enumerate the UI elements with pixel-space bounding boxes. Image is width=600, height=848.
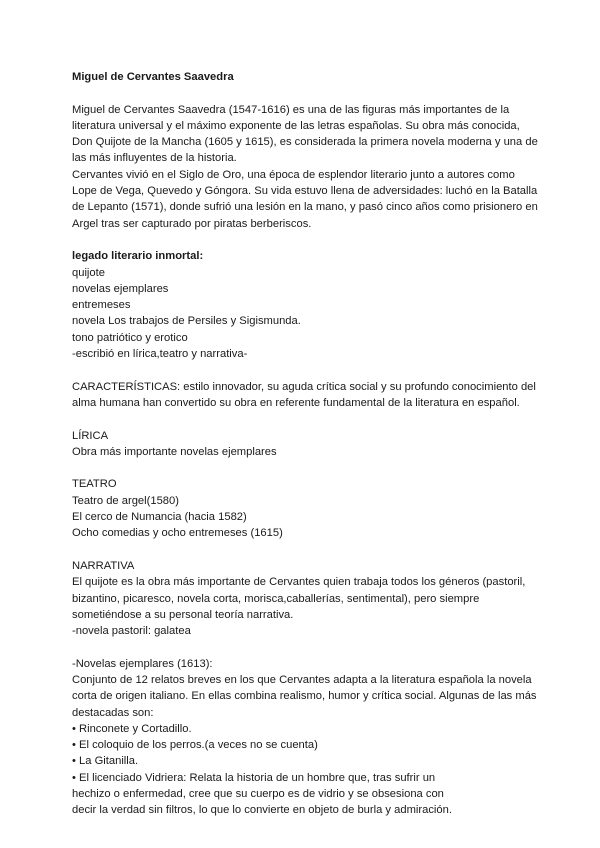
teatro-line: El cerco de Numancia (hacia 1582) — [72, 511, 247, 524]
intro-line: Cervantes vivió en el Siglo de Oro, una época de esplendor literario junto a autores como — [72, 168, 515, 181]
legado-item: quijote — [72, 266, 105, 279]
legado-item: -escribió en lírica,teatro y narrativa- — [72, 348, 248, 361]
novelas-line: corta de origen italiano. En ellas combina realismo, humor y crítica social. Algunas de las más — [72, 690, 537, 703]
novelas-list-item: • Rinconete y Cortadillo. — [72, 722, 192, 735]
intro-line: de Lepanto (1571), donde sufrió una lesión en la mano, y pasó cinco años como prisionero en — [72, 201, 538, 214]
novelas-line: decir la verdad sin filtros, lo que lo convierte en objeto de burla y admiración. — [72, 804, 452, 817]
caracteristicas-line: alma humana han convertido su obra en referente fundamental de la literatura en español. — [72, 396, 520, 409]
spacer — [72, 639, 542, 655]
novelas-line: hechizo o enfermedad, cree que su cuerpo es de vidrio y se obsesiona con — [72, 788, 444, 801]
document-title: Miguel de Cervantes Saavedra — [72, 71, 234, 83]
intro-line: Don Quijote de la Mancha (1605 y 1615), es considerada la primera novela moderna y una de — [72, 136, 538, 149]
novelas-line: Conjunto de 12 relatos breves en los que Cervantes adapta a la literatura española la novela — [72, 673, 532, 686]
teatro-section — [72, 476, 542, 541]
caracteristicas-paragraph — [72, 379, 542, 412]
legado-item: novela Los trabajos de Persiles y Sigismunda. — [72, 315, 301, 328]
narrativa-line: sometiéndose a su personal teoría narrativa. — [72, 608, 294, 621]
novelas-section — [72, 656, 542, 819]
novelas-list-item: • El licenciado Vidriera: Relata la historia de un hombre que, tras sufrir un — [72, 771, 436, 784]
intro-line: Miguel de Cervantes Saavedra (1547-1616) es una de las figuras más importantes de la — [72, 103, 510, 116]
narrativa-line: El quijote es la obra más importante de Cervantes quien trabaja todos los géneros (pastoril, — [72, 576, 526, 589]
narrativa-heading: NARRATIVA — [72, 559, 135, 572]
lirica-heading: LÍRICA — [72, 429, 109, 442]
intro-line: Argel tras ser capturado por piratas berberiscos. — [72, 217, 312, 230]
lirica-line: Obra más importante novelas ejemplares — [72, 445, 277, 458]
legado-heading: legado literario inmortal: — [72, 250, 204, 263]
intro-paragraph — [72, 102, 542, 232]
narrativa-line: bizantino, picaresco, novela corta, morisca,caballerías, sentimental), pero siempre — [72, 592, 480, 605]
spacer — [72, 232, 542, 248]
novelas-list-item: • La Gitanilla. — [72, 755, 139, 768]
novelas-list-item: • El coloquio de los perros.(a veces no se cuenta) — [72, 739, 318, 752]
narrativa-line: -novela pastoril: galatea — [72, 625, 191, 638]
spacer — [72, 411, 542, 427]
legado-item: tono patriótico y erotico — [72, 331, 188, 344]
novelas-heading: -Novelas ejemplares (1613): — [72, 657, 213, 670]
legado-item: novelas ejemplares — [72, 282, 169, 295]
teatro-line: Teatro de argel(1580) — [72, 494, 179, 507]
spacer — [72, 85, 542, 101]
teatro-heading: TEATRO — [72, 478, 117, 491]
caracteristicas-line: CARACTERÍSTICAS: estilo innovador, su aguda crítica social y su profundo conocimiento del — [72, 380, 536, 393]
spacer — [72, 542, 542, 558]
intro-line: literatura universal y el máximo exponente de las letras españolas. Su obra más conocida, — [72, 119, 520, 132]
lirica-section — [72, 428, 542, 461]
intro-line: las más influyentes de la historia. — [72, 152, 237, 165]
legado-section — [72, 248, 542, 362]
spacer — [72, 460, 542, 476]
document-body — [72, 69, 542, 819]
intro-line: Lope de Vega, Quevedo y Góngora. Su vida estuvo llena de adversidades: luchó en la Batalla — [72, 185, 538, 198]
teatro-line: Ocho comedias y ocho entremeses (1615) — [72, 527, 283, 540]
legado-item: entremeses — [72, 299, 131, 312]
novelas-line: destacadas son: — [72, 706, 154, 719]
spacer — [72, 362, 542, 378]
narrativa-section — [72, 558, 542, 639]
